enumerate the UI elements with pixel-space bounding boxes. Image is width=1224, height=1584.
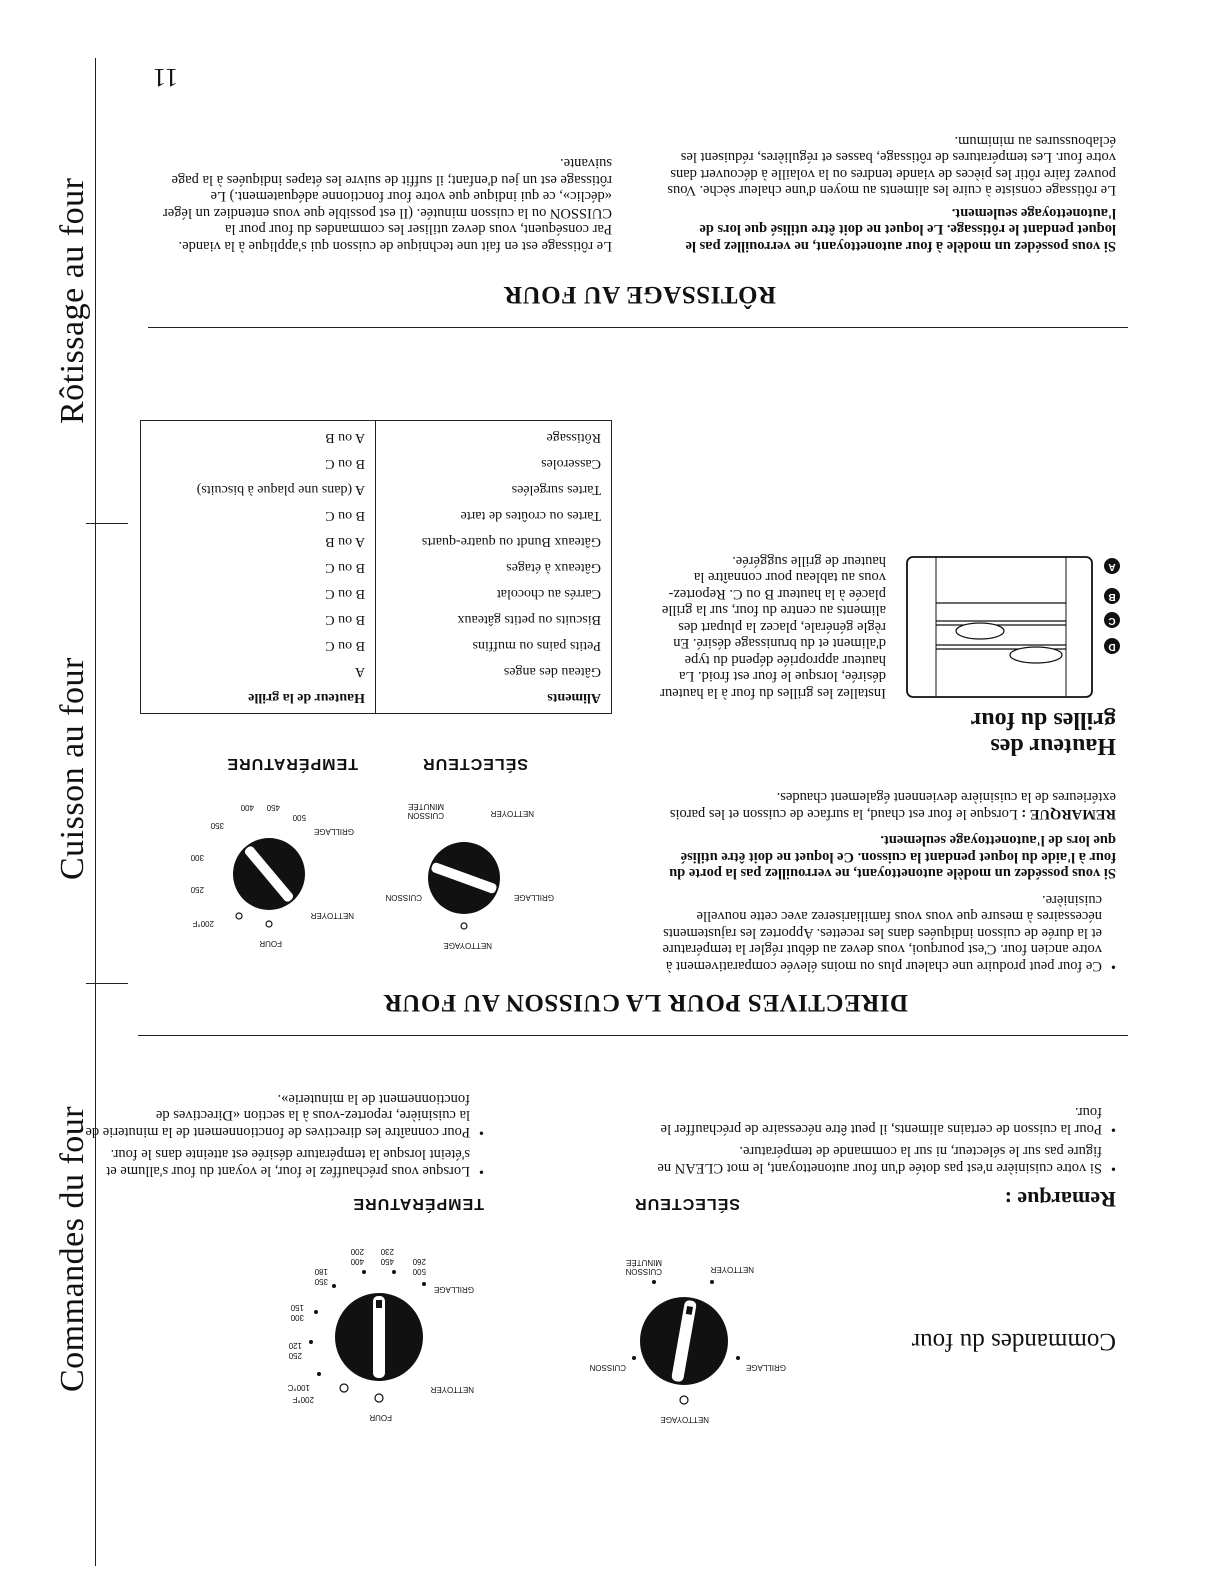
table-row	[141, 531, 611, 557]
temp-nettoyer-label: NETTOYER	[430, 1385, 474, 1394]
right-bullets-list	[84, 1091, 484, 1180]
table-cell: B ou C	[325, 612, 365, 627]
cuisson-temp-s6: 350	[210, 821, 224, 830]
table-cell: B ou C	[325, 638, 365, 653]
temp-scale-0: 200°F	[292, 1395, 314, 1404]
cuisson-selector-dial	[374, 794, 554, 964]
cuisson-sel-top: NETTOYAGE	[443, 941, 492, 950]
table-row	[141, 505, 611, 531]
table-cell: Rôtissage	[376, 421, 612, 453]
cuisson-sel-right: CUISSON	[385, 893, 422, 902]
cuisson-temp-grillage: GRILLAGE	[313, 827, 354, 836]
temperature-dial	[264, 1244, 494, 1444]
selector-left-label: GRILLAGE	[745, 1363, 786, 1372]
preheat-bullet: • Lorsque vous préchauffez le four, le voyant du four s'allume et s'éteint lorsque la température désirée est atteinte dans le four.	[84, 1146, 484, 1179]
temp-scale-12: 500	[412, 1267, 426, 1276]
table-row	[141, 661, 611, 681]
cuisson-remarque	[656, 789, 1116, 822]
table-cell: Carrés au chocolat	[376, 583, 612, 609]
rack-diagram-graphic	[901, 551, 1116, 701]
rotissage-title: RÔTISSAGE AU FOUR	[503, 281, 776, 308]
table-row	[141, 609, 611, 635]
remarque-text: Lorsque le four est chaud, la surface de cuisson et les parois extérieures de la cuisinière deviennent également chaudes.	[669, 789, 1116, 822]
table-header-aliments: Aliments	[376, 681, 612, 713]
page-number: 11	[152, 63, 178, 92]
tab-commandes: Commandes du four	[54, 1105, 91, 1392]
rack-letter-b: B	[1104, 588, 1120, 607]
table-row	[141, 635, 611, 661]
temp-grillage-label: GRILLAGE	[433, 1285, 474, 1294]
table-cell: A ou B	[325, 430, 365, 445]
temp-scale-6: 350	[314, 1277, 328, 1286]
cuisson-selecteur-label: SÉLECTEUR	[422, 755, 528, 772]
temp-scale-2: 250	[288, 1351, 302, 1360]
temp-scale-10: 450	[380, 1257, 394, 1266]
cuisson-temp-s0: 200°F	[192, 919, 214, 928]
commandes-title: Commandes du four	[911, 1328, 1116, 1355]
rack-table	[141, 421, 611, 713]
table-cell: Tartes surgelées	[376, 479, 612, 505]
cuisson-left-column	[656, 553, 1116, 975]
timer-bullet: • Pour connaître les directives de fonctionnement de la minuterie de la cuisinière, reportez-vous à la section «Directives de fonctionnement de la minuterie».	[84, 1091, 484, 1141]
cuisson-temp-s4: 300	[190, 853, 204, 862]
cuisson-warning: Si vous possédez un modèle autonettoyant, ne verrouillez pas la porte du four à l'aide du loquet pendant la cuisson. Ce loquet ne doit être utilisé que lors de l'autonettoyage seulement.	[669, 832, 1116, 882]
rotissage-left-column	[646, 133, 1116, 255]
temp-scale-7: 180	[314, 1267, 328, 1276]
selecteur-label: SÉLECTEUR	[634, 1195, 740, 1212]
cuisson-temp-nettoyer: NETTOYER	[310, 911, 354, 920]
table-cell: B ou C	[325, 560, 365, 575]
temperature-label: TEMPÉRATURE	[352, 1195, 484, 1212]
cuisson-temp-top: FOUR	[259, 939, 282, 948]
selector-top-label: NETTOYAGE	[660, 1415, 709, 1424]
temp-scale-3: 120	[288, 1341, 302, 1350]
cuisson-temperature-label: TEMPÉRATURE	[226, 755, 358, 772]
tab-divider	[86, 523, 128, 524]
temp-scale-8: 400	[350, 1257, 364, 1266]
tab-strip-line	[95, 58, 96, 1566]
rack-letter-d: D	[1104, 638, 1120, 657]
cuisson-sel-br: CUISSON MINUTÉE	[407, 802, 444, 820]
table-cell: B ou C	[325, 456, 365, 471]
table-cell: Petits pains ou muffins	[376, 635, 612, 661]
table-cell: B ou C	[325, 508, 365, 523]
rack-diagram	[901, 551, 1116, 701]
cuisson-temp-s12: 500	[292, 813, 306, 822]
table-cell: Gâteaux à étages	[376, 557, 612, 583]
table-cell: Gâteau des anges	[376, 661, 612, 681]
tab-divider	[86, 983, 128, 984]
rack-letter-a: A	[1104, 558, 1120, 577]
cuisson-temperature-graphic	[174, 789, 364, 964]
temp-scale-9: 200	[350, 1247, 364, 1256]
table-cell: Biscuits ou petits gâteaux	[376, 609, 612, 635]
table-row	[141, 453, 611, 479]
temp-scale-4: 300	[290, 1313, 304, 1322]
cuisson-temp-s10: 450	[266, 803, 280, 812]
temp-scale-11: 230	[380, 1247, 394, 1256]
table-cell: B ou C	[325, 586, 365, 601]
tab-rotissage: Rôtissage au four	[54, 177, 91, 424]
rotissage-right-text: Le rôtissage consiste à cuire les aliments au moyen d'une chaleur sèche. Vous pouvez faire rôtir les pièces de viande tendres ou la volaille à découvert dans votre four. Les températures de rôtissage, basses et régulières, réduisent les éclaboussures au minimum.	[667, 133, 1116, 199]
temp-scale-13: 260	[412, 1257, 426, 1266]
table-cell: Casseroles	[376, 453, 612, 479]
cuisson-sel-left: GRILLAGE	[513, 893, 554, 902]
divider-line	[148, 327, 1128, 328]
temp-scale-5: 150	[290, 1303, 304, 1312]
table-row	[141, 583, 611, 609]
table-cell: A	[354, 664, 365, 679]
cuisson-selector-graphic	[374, 794, 554, 964]
temp-scale-1: 100°C	[287, 1383, 310, 1392]
cuisson-bullet: • Ce four peut produire une chaleur plus ou moins élevée comparativement à votre ancien four. C'est pourquoi, vous devez au début régler la température et la durée de cuisson indiquées dans les recettes. Apportez les rajustements nécessaires à mesure que vous vous familiariserez avec cette nouvelle cuisinière.	[656, 892, 1116, 975]
divider-line	[138, 1035, 1128, 1036]
table-cell: Gâteaux Bundt ou quatre-quarts	[376, 531, 612, 557]
table-header-row	[141, 681, 611, 713]
table-row	[141, 421, 611, 453]
rotissage-left-text: Le rôtissage est en fait une technique de cuisson qui s'applique à la viande. Par conséquent, vous devez utiliser les commandes du four pour la CUISSON ou la cuisson minutée. (Il est possible que vous entendiez un léger «déclic», ce qui indique que votre four fonctionne adéquatement.) Le rôtissage est un jeu d'enfant; il suffit de suivre les étapes indiquées à la page suivante.	[162, 155, 612, 254]
commandes-right-bullets	[84, 1085, 484, 1180]
cuisson-temp-s2: 250	[190, 885, 204, 894]
rotissage-right-column	[160, 155, 612, 254]
tab-cuisson: Cuisson au four	[54, 657, 91, 880]
remarque-title: Remarque :	[1004, 1187, 1116, 1212]
table-row	[141, 479, 611, 505]
rotissage-warning: Si vous possédez un modèle à four autonettoyant, ne verrouillez pas le loquet pendant le rôtissage. Le loquet ne doit être utilisé que lors de l'autonettoyage seulement.	[685, 205, 1116, 254]
remarque-bullets	[656, 1104, 1116, 1176]
selector-dial	[574, 1254, 794, 1444]
table-row	[141, 557, 611, 583]
hauteur-title: Hauteur des grilles du four	[970, 707, 1116, 759]
table-header-hauteur: Hauteur de la grille	[248, 690, 365, 705]
cuisson-temperature-dial	[174, 789, 364, 964]
table-cell: Tartes ou croûtes de tarte	[376, 505, 612, 531]
selector-right-label: CUISSON	[589, 1363, 626, 1372]
table-cell: A ou B	[325, 534, 365, 549]
temp-top-label: FOUR	[369, 1413, 392, 1422]
remarque-lead: REMARQUE :	[1021, 806, 1116, 822]
remarque-bullet: • Pour la cuisson de certains aliments, il peut être nécessaire de préchauffer le four.	[656, 1104, 1116, 1137]
hauteur-body	[656, 553, 1116, 702]
remarque-bullet: • Si votre cuisinière n'est pas dotée d'un four autonettoyant, le mot CLEAN ne figure pas sur le sélecteur, ni sur la commande de température.	[656, 1143, 1116, 1176]
cuisson-temp-s8: 400	[240, 803, 254, 812]
remarque-block	[656, 1098, 1116, 1212]
table-cell: A (dans une plaque à biscuits)	[196, 482, 365, 497]
selector-bottom-right-label: CUISSON MINUTÉE	[625, 1258, 662, 1276]
selector-bottom-left-label: NETTOYER	[710, 1265, 754, 1274]
hauteur-text: Installez les grilles du four à la hauteur désirée, lorsque le four est froid. La hauteur appropriée dépend du type d'aliment et du brunissage désiré. En règle générale, placez la plupart des aliments au centre du four, sur la grille placée à la hauteur B ou C. Reportez-vous au tableau pour connaître la hauteur de grille suggérée.	[660, 553, 886, 701]
cuisson-bullets	[656, 892, 1116, 975]
cuisson-sel-bl: NETTOYER	[490, 809, 534, 818]
rack-height-table	[140, 420, 612, 714]
cuisson-title: DIRECTIVES POUR LA CUISSON AU FOUR	[383, 989, 908, 1016]
rack-letter-c: C	[1104, 612, 1120, 631]
